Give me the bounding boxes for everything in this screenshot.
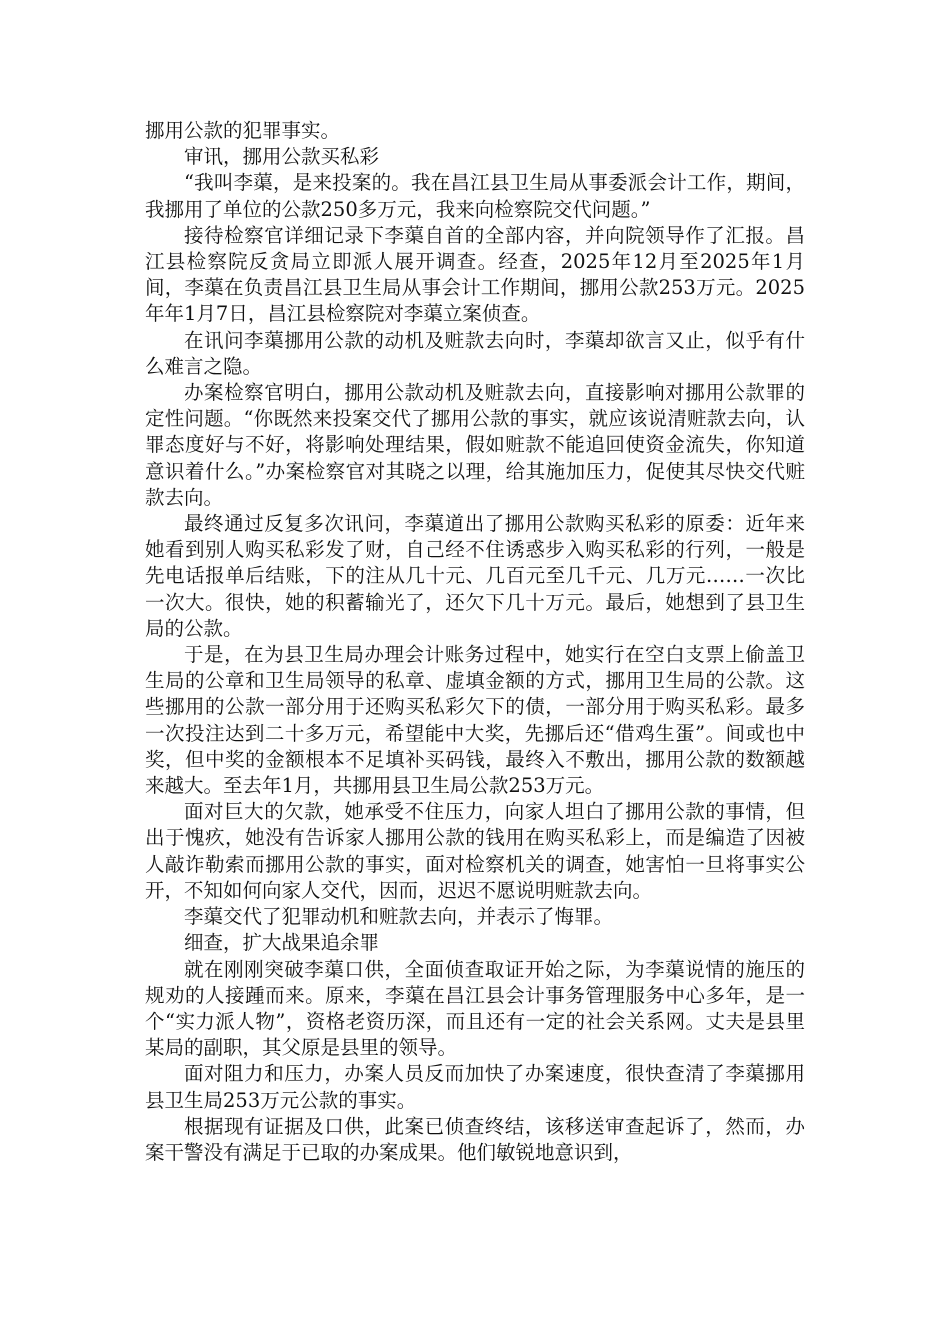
- paragraph-pressure: 办案检察官明白，挪用公款动机及赃款去向，直接影响对挪用公款罪的定性问题。“你既然来投案交代了挪用公款的事实，就应该说清赃款去向，认罪态度好与不好，将影响处理结果，假如赃款不能追回使资金流失，你知道意识着什么。”办案检察官对其晓之以理，给其施加压力，促使其尽快交代赃款去向。: [145, 381, 805, 509]
- paragraph-intercession: 就在刚刚突破李蕖口供，全面侦查取证开始之际，为李蕖说情的施压的规劝的人接踵而来。原来，李蕖在昌江县会计事务管理服务中心多年，是一个“实力派人物”，资格老资历深，而且还有一定的社会关系网。丈夫是县里某局的副职，其父原是县里的领导。: [145, 957, 805, 1060]
- paragraph-investigation: 接待检察官详细记录下李蕖自首的全部内容，并向院领导作了汇报。昌江县检察院反贪局立即派人展开调查。经查，2025年12月至2025年1月间，李蕖在负责昌江县卫生局从事会计工作期间，挪用公款253万元。2025年年1月7日，昌江县检察院对李蕖立案侦查。: [145, 223, 805, 326]
- paragraph-lottery-motive: 最终通过反复多次讯问，李蕖道出了挪用公款购买私彩的原委：近年来她看到别人购买私彩发了财，自己经不住诱惑步入购买私彩的行列，一般是先电话报单后结账，下的注从几十元、几百元至几千元、几万元……一次比一次大。很快，她的积蓄输光了，还欠下几十万元。最后，她想到了县卫生局的公款。: [145, 512, 805, 640]
- section-heading-interrogation: 审讯，挪用公款买私彩: [184, 145, 380, 169]
- paragraph-conclusion: 根据现有证据及口供，此案已侦查终结，该移送审查起诉了，然而，办案干警没有满足于已取的办案成果。他们敏锐地意识到，: [145, 1114, 805, 1164]
- paragraph-acceleration: 面对阻力和压力，办案人员反而加快了办案速度，很快查清了李蕖挪用县卫生局253万元公款的事实。: [145, 1062, 805, 1112]
- paragraph-repentance: 李蕖交代了犯罪动机和赃款去向，并表示了悔罪。: [184, 905, 614, 929]
- section-heading-further-investigation: 细查，扩大战果追余罪: [184, 931, 380, 955]
- paragraph-opening: 挪用公款的犯罪事实。: [145, 119, 341, 142]
- paragraph-hesitation: 在讯问李蕖挪用公款的动机及赃款去向时，李蕖却欲言又止，似乎有什么难言之隐。: [145, 328, 805, 378]
- paragraph-embezzlement-method: 于是，在为县卫生局办理会计账务过程中，她实行在空白支票上偷盖卫生局的公章和卫生局领导的私章、虚填金额的方式，挪用卫生局的公款。这些挪用的公款一部分用于还购买私彩欠下的债，一部分用于购买私彩。最多一次投注达到二十多万元，希望能中大奖，先挪后还“借鸡生蛋”。间或也中奖，但中奖的金额根本不足填补买码钱，最终入不敷出，挪用公款的数额越来越大。至去年1月，共挪用县卫生局公款253万元。: [145, 643, 805, 798]
- paragraph-confession-quote: “我叫李蕖，是来投案的。我在昌江县卫生局从事委派会计工作，期间，我挪用了单位的公款250多万元，我来向检察院交代问题。”: [145, 171, 805, 221]
- document-page: [145, 118, 805, 1166]
- paragraph-family: 面对巨大的欠款，她承受不住压力，向家人坦白了挪用公款的事情，但出于愧疚，她没有告诉家人挪用公款的钱用在购买私彩上，而是编造了因被人敲诈勒索而挪用公款的事实，面对检察机关的调查，她害怕一旦将事实公开，不知如何向家人交代，因而，迟迟不愿说明赃款去向。: [145, 800, 805, 902]
